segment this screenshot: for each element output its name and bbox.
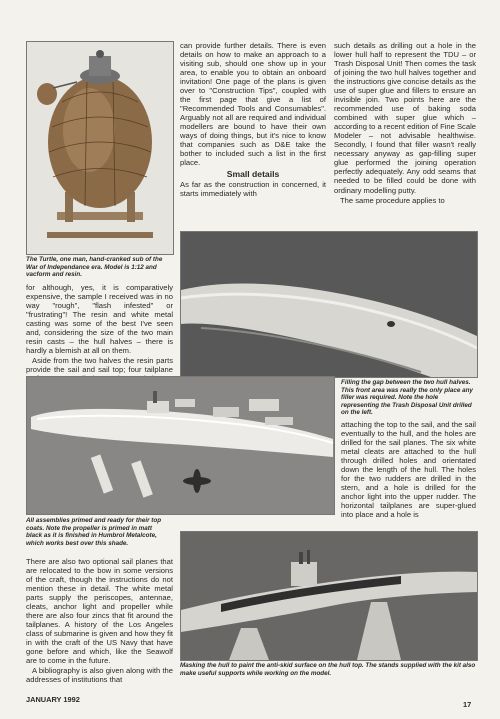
- footer-page-number: 17: [463, 700, 472, 709]
- caption-masking-block: [180, 662, 476, 677]
- assemblies-photo: [26, 376, 335, 515]
- caption-assemblies: All assemblies primed and ready for their top coats. Note the propeller is primed in matt black as it is finished in Humbrol Metalcote, which works best over this shade.: [26, 517, 162, 547]
- col1b-paragraph-2: A bibliography is also given along with the addresses of institutions that: [26, 666, 173, 685]
- col1-lower: [26, 557, 173, 685]
- col1b-paragraph-1: There are also two optional sail planes that are relocated to the bow in some versions of the craft, though the instructions do not mention these in detail. The white metal parts supply the periscopes, antennae, cleats, anchor light and propeller while there are also four zincs that fit around the tailplanes. A history of the Los Angeles class of submarine is given and how they fit in with the craft of the US Navy that have gone before and which, like the Seawolf are to come in the future.: [26, 557, 173, 666]
- col3-paragraph-2: The same procedure applies to: [340, 195, 445, 205]
- caption-assemblies-block: [26, 517, 166, 547]
- filling-gap-photo: [180, 231, 478, 378]
- col1-paragraph-2: Aside from the two halves the resin parts provide the sail and sail top; four tailplane: [26, 355, 173, 374]
- caption-filling: Filling the gap between the two hull halves. This front area was really the only place any filler was required. Note the hole representing the Trash Disposal Unit drilled on the left.: [341, 379, 473, 417]
- col3-middle: [341, 420, 476, 520]
- col3-paragraph-1: such details as drilling out a hole in the lower hull half to represent the TDU – or Trash Disposal Unit! Then comes the task of joining the two hull halves together and the instructions give concise details as the use of super glue and fillers to ensure an invisible join. Two points here are the recommended use of baking soda combined with super glue which – according to a recent edition of Fine Scale Modeler – not advisable healthwise. Secondly, I found that filler wasn't really necessary anyway as gap-filling super glue performed the joining operation perfectly adequately. Any odd seams that needed to be filled could be done with ordinary modelling putty.: [334, 41, 476, 195]
- col2-upper: [180, 41, 326, 200]
- col3b-paragraph: attaching the top to the sail, and the sail eventually to the hull, and the holes are drilled for the sail planes. The six white metal cleats are attached to the hull through drilled holes and orientated down the length of the hull. The holes for the two rudders are drilled in the stern, and a hole is drilled for the anchor light into the upper rudder. The horizontal tailplanes are super-glued into place and a hole is: [341, 420, 476, 520]
- col2-paragraph-2: As far as the construction in concerned, it starts immediately with: [180, 180, 326, 199]
- col3-upper: [334, 41, 476, 206]
- col1-paragraph-1: for although, yes, it is comparatively expensive, the sample I received was in no way "rough", "flash infested" or "frustrating"! The resin and white metal casting was some of the best I've seen and, considering the size of the two main resin casts – the hull halves – there is hardly a blemish at all on them.: [26, 282, 173, 355]
- turtle-photo: [26, 41, 174, 255]
- col1-upper: [26, 256, 173, 393]
- caption-turtle: The Turtle, one man, hand-cranked sub of the War of Independance era. Model is 1:12 and vacform and resin.: [26, 256, 163, 279]
- caption-masking: Masking the hull to paint the anti-skid surface on the hull top. The stands supplied with the kit also make useful supports while working on the model.: [180, 662, 476, 677]
- col2-paragraph-1: can provide further details. There is even details on how to make an approach to a visiting sub, should one show up in your area, to enable you to obtain an onboard invitation! One page of the plans is given over to "Construction Tips", coupled with the first page that give a list of "Recommended Tools and Consumables". Arguably not all are required and individual modellers are bound to have their own ways of doing things, but it's nice to know that companies such as D&E take the bother to included such a list in the first place.: [180, 41, 326, 168]
- masking-photo: [180, 531, 478, 661]
- footer-date: JANUARY 1992: [26, 695, 80, 704]
- caption-filling-block: [341, 379, 476, 417]
- section-heading-small-details: Small details: [226, 169, 280, 180]
